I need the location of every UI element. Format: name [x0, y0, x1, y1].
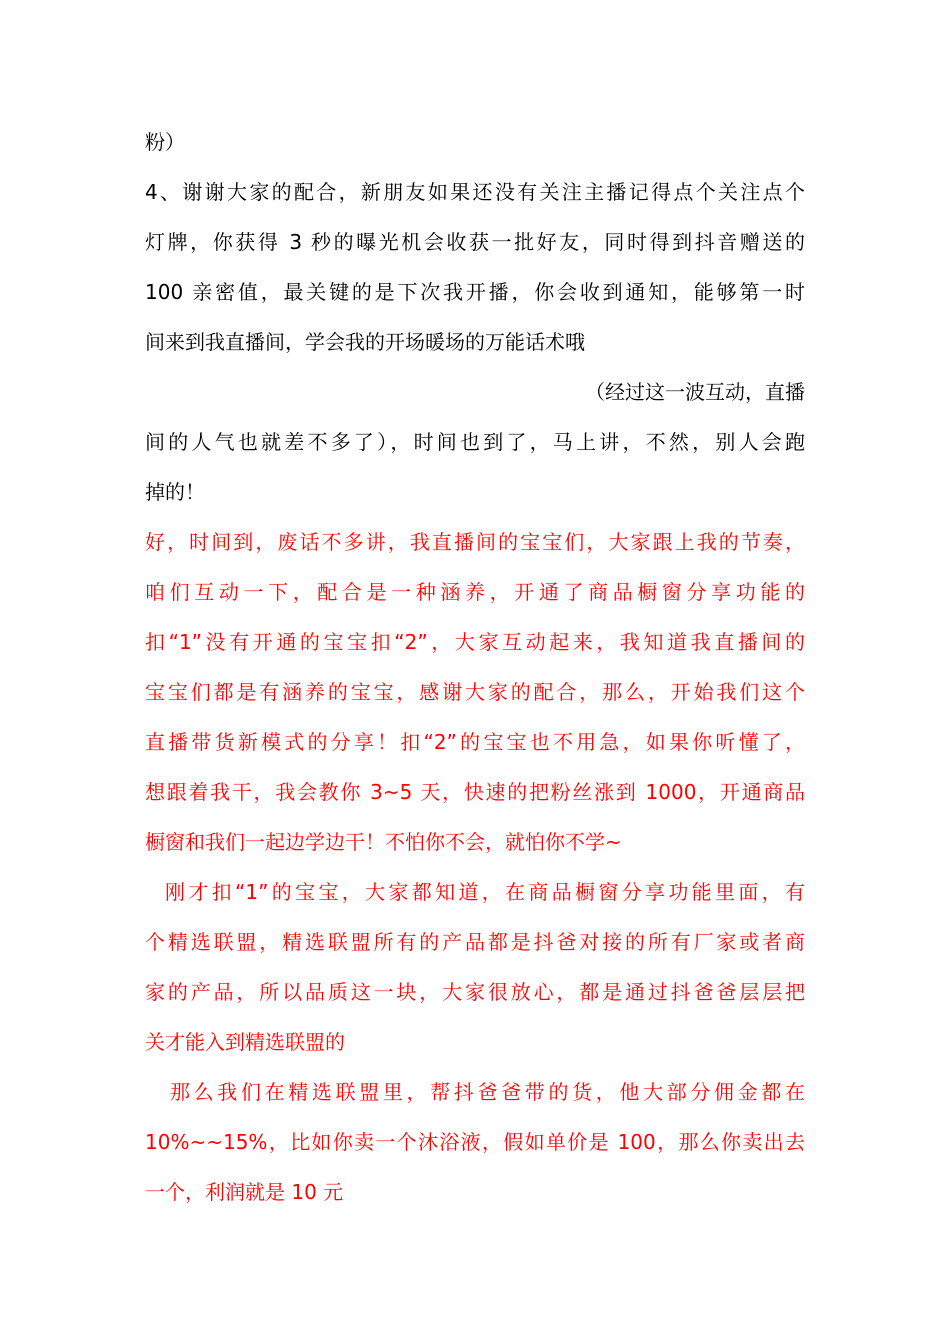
red-text-line-4: 宝宝们都是有涵养的宝宝，感谢大家的配合，那么，开始我们这个	[145, 680, 805, 704]
text-line-5: 间来到我直播间，学会我的开场暖场的万能话术哦	[145, 330, 585, 354]
text-line-3: 灯牌，你获得 3 秒的曝光机会收获一批好友，同时得到抖音赠送的	[145, 230, 805, 254]
red-text-line-11: 关才能入到精选联盟的	[145, 1030, 345, 1054]
red-text-line-2: 咱们互动一下，配合是一种涵养，开通了商品橱窗分享功能的	[145, 580, 805, 604]
red-text-line-6: 想跟着我干，我会教你 3~5 天，快速的把粉丝涨到 1000，开通商品	[145, 780, 805, 804]
red-text-line-10: 家的产品，所以品质这一块，大家很放心，都是通过抖爸爸层层把	[145, 980, 805, 1004]
red-text-line-9: 个精选联盟，精选联盟所有的产品都是抖爸对接的所有厂家或者商	[145, 930, 805, 954]
red-text-line-1: 好，时间到，废话不多讲，我直播间的宝宝们，大家跟上我的节奏，	[145, 530, 805, 554]
red-text-line-3: 扣“1”没有开通的宝宝扣“2”，大家互动起来，我知道我直播间的	[145, 630, 805, 654]
red-text-line-13: 10%~~15%，比如你卖一个沐浴液，假如单价是 100，那么你卖出去	[145, 1130, 805, 1154]
text-line-7: 间的人气也就差不多了），时间也到了，马上讲，不然，别人会跑	[145, 430, 805, 454]
red-text-line-7: 橱窗和我们一起边学边干！不怕你不会，就怕你不学~	[145, 830, 622, 854]
text-line-6: （经过这一波互动，直播	[585, 380, 805, 404]
red-text-line-8: 刚才扣“1”的宝宝，大家都知道，在商品橱窗分享功能里面，有	[165, 880, 805, 904]
text-line-4: 100 亲密值，最关键的是下次我开播，你会收到通知，能够第一时	[145, 280, 805, 304]
red-text-line-5: 直播带货新模式的分享！扣“2”的宝宝也不用急，如果你听懂了，	[145, 730, 805, 754]
red-text-line-12: 那么我们在精选联盟里，帮抖爸爸带的货，他大部分佣金都在	[170, 1080, 805, 1104]
text-line-1: 粉）	[145, 130, 185, 154]
text-line-8: 掉的！	[145, 480, 205, 504]
text-line-2: 4、谢谢大家的配合，新朋友如果还没有关注主播记得点个关注点个	[145, 180, 805, 204]
red-text-line-14: 一个，利润就是 10 元	[145, 1180, 344, 1204]
